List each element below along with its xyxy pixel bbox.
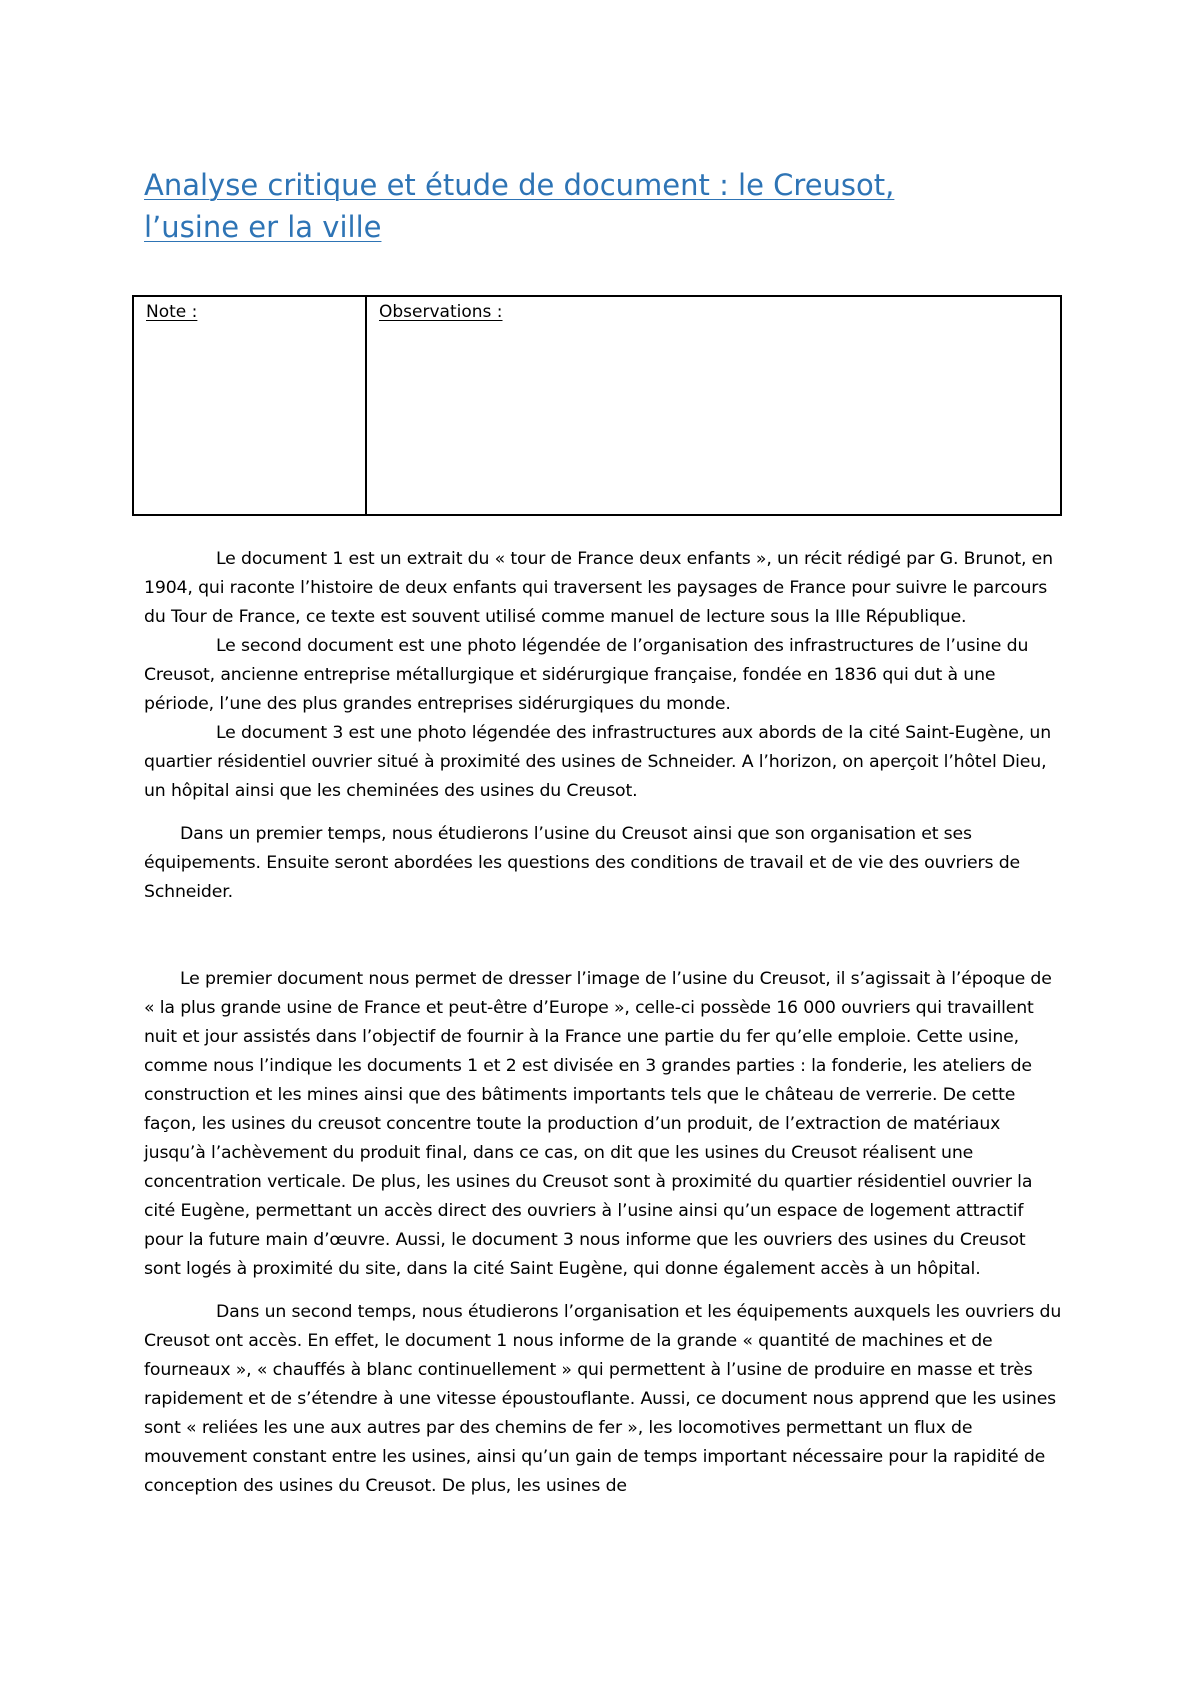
paragraph-part-1: Le premier document nous permet de dresser l’image de l’usine du Creusot, il s’agissait à l’époque de « la plus grande usine de France et peut-être d’Europe », celle-ci possède 16 000 ouvriers qui travaillent nuit et jour assistés dans l’objectif de fournir à la France une partie du fer qu’elle emploie. Cette usine, comme nous l’indique les documents 1 et 2 est divisée en 3 grandes parties : la fonderie, les ateliers de construction et les mines ainsi que des bâtiments importants tels que le château de verrerie. De cette façon, les usines du creusot concentre toute la production d’un produit, de l’extraction de matériaux jusqu’à l’achèvement du produit final, dans ce cas, on dit que les usines du Creusot réalisent une concentration verticale. De plus, les usines du Creusot sont à proximité du quartier résidentiel ouvrier la cité Eugène, permettant un accès direct des ouvriers à l’usine ainsi qu’un espace de logement attractif pour la future main d’œuvre. Aussi, le document 3 nous informe que les ouvriers des usines du Creusot sont logés à proximité du site, dans la cité Saint Eugène, qui donne également accès à un hôpital.: [144, 969, 1052, 1279]
observations-label: Observations :: [379, 302, 503, 322]
note-cell[interactable]: [133, 296, 366, 515]
paragraph-document-3: Le document 3 est une photo légendée des infrastructures aux abords de la cité Saint-Eugène, un quartier résidentiel ouvrier situé à proximité des usines de Schneider. A l’horizon, on aperçoit l’hôtel Dieu, un hôpital ainsi que les cheminées des usines du Creusot.: [144, 723, 1052, 801]
paragraph-part-2: Dans un second temps, nous étudierons l’organisation et les équipements auxquels les ouvriers du Creusot ont accès. En effet, le document 1 nous informe de la grande « quantité de machines et de fourneaux », « chauffés à blanc continuellement » qui permettent à l’usine de produire en masse et très rapidement et de s’étendre à une vitesse époustouflante. Aussi, ce document nous apprend que les usines sont « reliées les une aux autres par des chemins de fer », les locomotives permettant un flux de mouvement constant entre les usines, ainsi qu’un gain de temps important nécessaire pour la rapidité de conception des usines du Creusot. De plus, les usines de: [144, 1302, 1062, 1496]
paragraph-document-2: Le second document est une photo légendée de l’organisation des infrastructures de l’usine du Creusot, ancienne entreprise métallurgique et sidérurgique française, fondée en 1836 qui dut à une période, l’une des plus grandes entreprises sidérurgiques du monde.: [144, 636, 1029, 714]
note-label: Note :: [146, 302, 198, 322]
paragraph-document-1: Le document 1 est un extrait du « tour de France deux enfants », un récit rédigé par G. Brunot, en 1904, qui raconte l’histoire de deux enfants qui traversent les paysages de France pour suivre le parcours du Tour de France, ce texte est souvent utilisé comme manuel de lecture sous la IIIe République.: [144, 549, 1053, 627]
grading-table: [132, 295, 1062, 516]
paragraph-plan: Dans un premier temps, nous étudierons l’usine du Creusot ainsi que son organisation et ses équipements. Ensuite seront abordées les questions des conditions de travail et de vie des ouvriers de Schneider.: [144, 824, 1020, 902]
observations-cell[interactable]: [366, 296, 1061, 515]
document-title: Analyse critique et étude de document : le Creusot, l’usine er la ville: [144, 168, 895, 244]
document-body: [144, 545, 1064, 1501]
